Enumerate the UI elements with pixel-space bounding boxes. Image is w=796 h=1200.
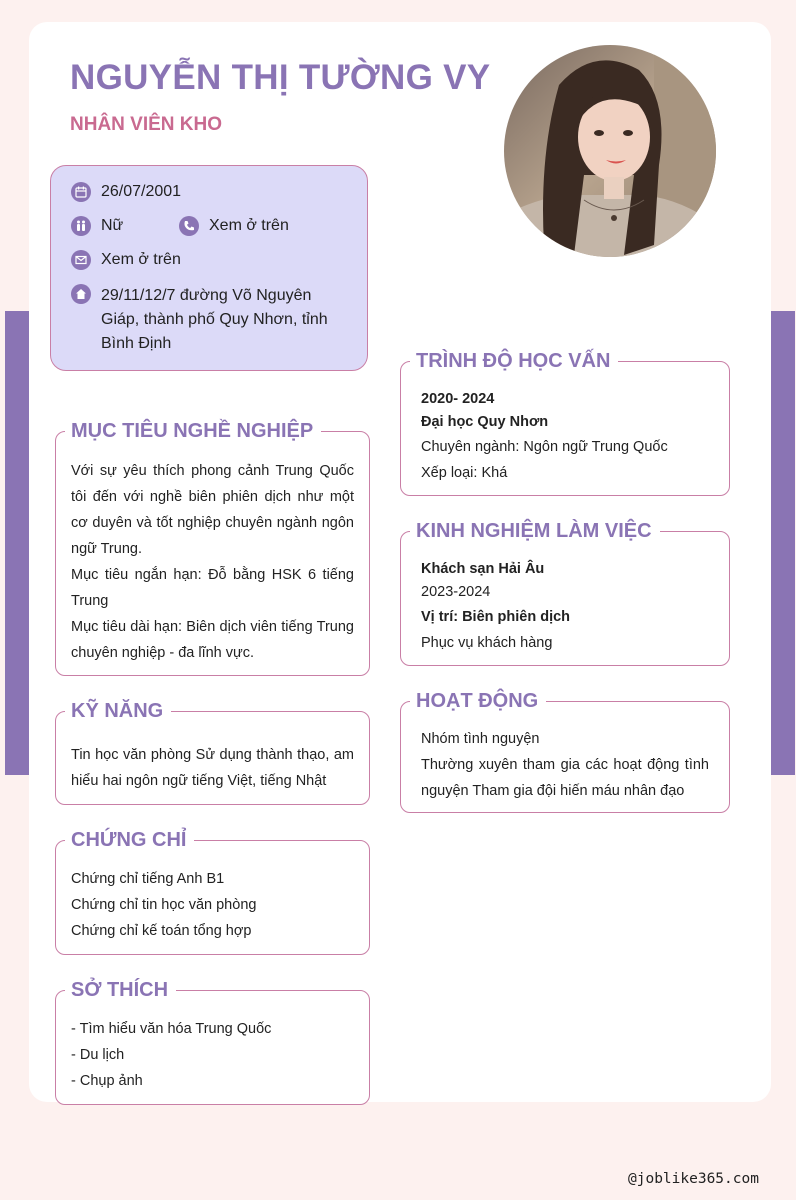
education-period: 2020- 2024 [421,391,495,407]
right-accent-band [771,311,795,775]
calendar-icon [71,182,91,202]
education-rank: Xếp loại: Khá [421,465,508,481]
list-item: Chứng chỉ tin học văn phòng [71,897,257,913]
experience-company: Khách sạn Hải Âu [421,561,545,577]
certificates-title: CHỨNG CHỈ [65,828,194,852]
phone: Xem ở trên [209,217,289,234]
contact-info-box [50,165,368,371]
career-goal-paragraph: Với sự yêu thích phong cảnh Trung Quốc tôi đến với nghề biên phiên dịch như một cơ duyên và tốt nghiệp chuyên ngành ngôn ngữ Trung. [71,463,354,557]
certificates-section [55,829,370,955]
experience-body [421,558,714,656]
education-section [400,350,730,496]
birthdate: 26/07/2001 [101,183,182,200]
experience-section [400,520,730,666]
activities-body [421,726,709,804]
education-body [421,388,714,486]
activities-title: HOẠT ĐỘNG [410,689,546,713]
certificates-list [71,866,354,944]
skills-text: Tin học văn phòng Sử dụng thành thạo, am hiểu hai ngôn ngữ tiếng Việt, tiếng Nhật [71,747,354,789]
education-school: Đại học Quy Nhơn [421,414,549,430]
list-item: Chứng chỉ kế toán tổng hợp [71,923,252,939]
experience-title: KINH NGHIỆM LÀM VIỆC [410,519,660,543]
gender-icon [71,216,91,236]
activities-section [400,690,730,813]
avatar-photo [504,45,716,257]
education-title: TRÌNH ĐỘ HỌC VẤN [410,349,618,373]
email-icon [71,250,91,270]
skills-title: KỸ NĂNG [65,699,171,723]
experience-duty: Phục vụ khách hàng [421,635,553,651]
activities-name: Nhóm tình nguyện [421,731,540,747]
left-accent-band [5,311,29,775]
gender: Nữ [101,217,124,234]
career-goal-paragraph: Mục tiêu ngắn hạn: Đỗ bằng HSK 6 tiếng Trung [71,567,354,609]
activities-description: Thường xuyên tham gia các hoạt động tình nguyện Tham gia đội hiến máu nhân đạo [421,757,709,799]
email: Xem ở trên [101,251,181,268]
career-goal-title: MỤC TIÊU NGHỀ NGHIỆP [65,419,321,443]
phone-icon [179,216,199,236]
list-item: - Tìm hiểu văn hóa Trung Quốc [71,1021,272,1037]
address: 29/11/12/7 đường Võ Nguyên Giáp, thành phố Quy Nhơn, tỉnh Bình Định [101,287,328,352]
hobbies-section [55,979,370,1105]
job-title: NHÂN VIÊN KHO [70,114,223,135]
candidate-name: NGUYỄN THỊ TƯỜNG VY [70,58,491,97]
experience-period: 2023-2024 [421,584,491,600]
hobbies-list [71,1016,354,1094]
list-item: - Du lịch [71,1047,125,1063]
career-goal-body [71,458,354,666]
skills-body [71,742,354,794]
list-item: - Chụp ảnh [71,1073,143,1089]
education-major: Chuyên ngành: Ngôn ngữ Trung Quốc [421,439,668,455]
list-item: Chứng chỉ tiếng Anh B1 [71,871,225,887]
experience-role: Vị trí: Biên phiên dịch [421,609,571,625]
skills-section [55,700,370,805]
hobbies-title: SỞ THÍCH [65,978,176,1002]
career-goal-paragraph: Mục tiêu dài hạn: Biên dịch viên tiếng Trung chuyên nghiệp - đa lĩnh vực. [71,619,354,661]
watermark: @joblike365.com [628,1171,759,1187]
home-icon [71,284,91,304]
career-goal-section [55,420,370,676]
avatar [504,45,716,257]
